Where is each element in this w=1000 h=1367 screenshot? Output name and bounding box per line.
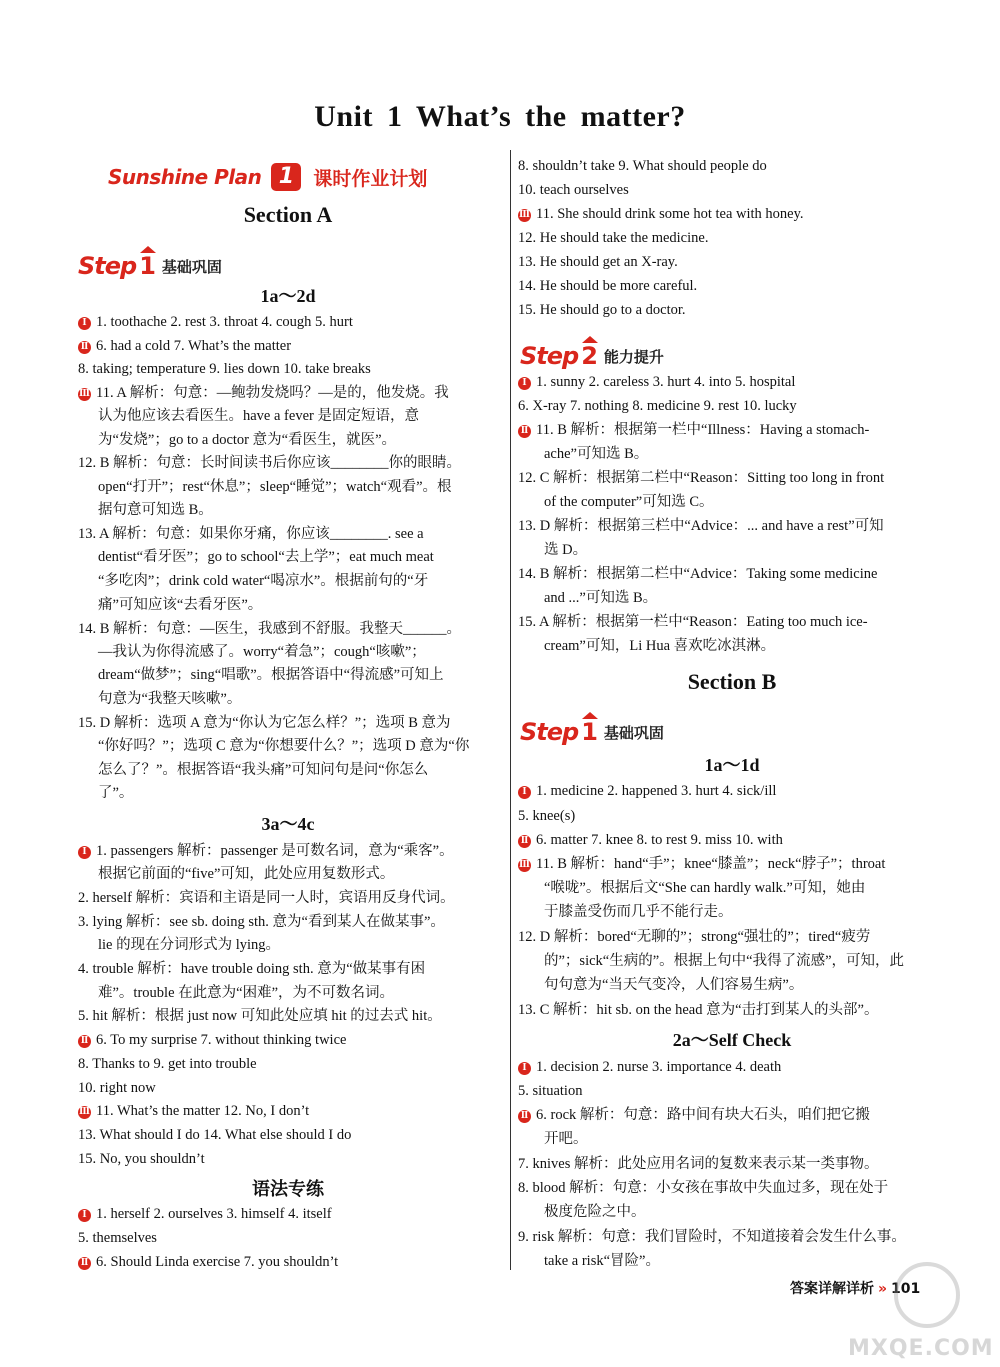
answer-line: 13. A 解析：句意：如果你牙痛，你应该________. see a — [78, 526, 424, 542]
answer-line: 5. situation — [518, 1083, 583, 1099]
answer-line: 12. C 解析：根据第二栏中“Reason：Sitting too long in front — [518, 470, 885, 486]
subsection-b-2a-self-check: 2a～Self Check — [672, 1030, 792, 1050]
answer-line: 12. D 解析：bored“无聊的”；strong“强壮的”；tired“疲劳 — [518, 929, 871, 945]
answer-line: 9. risk 解析：句意：我们冒险时，不知道接着会发生什么事。 — [518, 1229, 906, 1245]
answer-text: 6. To my surprise 7. without thinking twice — [96, 1032, 347, 1048]
answer-line: cream”可知，Li Hua 喜欢吃冰淇淋。 — [544, 638, 776, 654]
answer-text: 1. sunny 2. careless 3. hurt 4. into 5. hospital — [536, 374, 796, 390]
subsection-3a-4c: 3a～4c — [261, 814, 315, 834]
roman-i-icon: Ⅰ — [518, 1062, 531, 1075]
step-word: Step — [520, 342, 579, 370]
subsection-b-1a-1d: 1a～1d — [704, 755, 760, 775]
answer-line: 2. herself 解析：宾语和主语是同一人时，宾语用反身代词。 — [78, 890, 455, 906]
answer-text: 11. She should drink some hot tea with honey. — [536, 206, 804, 222]
answer-line — [518, 419, 869, 441]
answer-line: 的”；sick“生病的”。根据上句中“我得了流感”，可知，此 — [544, 953, 905, 969]
answer-line — [78, 1251, 338, 1273]
answer-line: dream“做梦”；sing“唱歌”。根据答语中“得流感”可知上 — [98, 667, 444, 683]
answer-line: 10. teach ourselves — [518, 182, 629, 198]
roman-i-icon: Ⅰ — [518, 377, 531, 390]
answer-line: 10. right now — [78, 1080, 156, 1096]
step-word: Step — [520, 718, 579, 746]
answer-line: lie 的现在分词形式为 lying。 — [98, 937, 281, 953]
answer-line — [518, 371, 795, 393]
answer-line: 12. B 解析：句意：长时间读书后你应该________你的眼睛。 — [78, 455, 462, 471]
step-word: Step — [78, 252, 137, 280]
subsection-grammar: 语法专练 — [252, 1179, 324, 1199]
answer-line: “你好吗？”；选项 C 意为“你想要什么？”；选项 D 意为“你 — [98, 738, 470, 754]
roman-iii-icon: Ⅲ — [79, 1107, 90, 1117]
step-number: 1 — [581, 718, 598, 746]
answer-text: 6. rock 解析：句意：路中间有块大石头，咱们把它搬 — [536, 1107, 870, 1123]
answer-line: 8. blood 解析：句意：小女孩在事故中失血过多，现在处于 — [518, 1180, 889, 1196]
step-2-badge — [520, 338, 664, 370]
answer-line — [518, 780, 776, 802]
answer-text: 1. medicine 2. happened 3. hurt 4. sick/ill — [536, 783, 777, 799]
answer-text: 11. A 解析：句意：—鲍勃发烧吗？—是的，他发烧。我 — [96, 385, 449, 401]
answer-line — [518, 1056, 781, 1078]
answer-line: 6. X-ray 7. nothing 8. medicine 9. rest 10. lucky — [518, 398, 797, 414]
answer-text: 1. herself 2. ourselves 3. himself 4. itself — [96, 1206, 332, 1222]
answer-line: 句句意为“当天气变冷，人们容易生病”。 — [544, 977, 804, 993]
step-label: 基础巩固 — [603, 724, 664, 742]
watermark-text: MXQE.COM — [848, 1336, 994, 1361]
step-1-badge-b — [520, 714, 664, 746]
answer-line: 为“发烧”；go to a doctor 意为“看医生，就医”。 — [98, 432, 396, 448]
answer-line — [518, 1104, 870, 1126]
roman-iii-icon: Ⅲ — [79, 389, 90, 399]
answer-line: 痛”可知应该“去看牙医”。 — [98, 597, 263, 613]
answer-line — [78, 1029, 346, 1051]
answer-line: 13. He should get an X-ray. — [518, 254, 678, 270]
roman-ii-icon: Ⅱ — [518, 835, 531, 848]
section-a-heading: Section A — [243, 202, 333, 227]
answer-line: 14. B 解析：句意：—医生，我感到不舒服。我整天______。 — [78, 621, 462, 637]
roman-iii-icon: Ⅲ — [519, 860, 530, 870]
answer-line: 15. No, you shouldn’t — [78, 1151, 205, 1167]
banner-plan-text: Sunshine Plan — [108, 165, 262, 189]
answer-text: 11. B 解析：根据第一栏中“Illness：Having a stomach- — [536, 422, 870, 438]
answer-text: 1. toothache 2. rest 3. throat 4. cough 5. hurt — [96, 314, 353, 330]
answer-line: 难”。trouble 在此意为“困难”，为不可数名词。 — [98, 985, 395, 1001]
answer-line: 15. D 解析：选项 A 意为“你认为它怎么样？”；选项 B 意为 — [78, 715, 451, 731]
column-divider — [510, 150, 511, 1270]
answer-line: of the computer”可知选 C。 — [544, 494, 714, 510]
roman-i-icon: Ⅰ — [518, 786, 531, 799]
answer-line: 14. B 解析：根据第二栏中“Advice：Taking some medicine — [518, 566, 878, 582]
step-1-badge-a — [78, 248, 222, 280]
section-b-heading: Section B — [687, 669, 777, 694]
roman-ii-icon: Ⅱ — [518, 1110, 531, 1123]
sunshine-plan-banner — [108, 162, 427, 192]
step-number: 1 — [139, 252, 156, 280]
answer-line: 8. taking; temperature 9. lies down 10. take breaks — [78, 361, 371, 377]
answer-line: 开吧。 — [544, 1131, 588, 1147]
subsection-1a-2d: 1a～2d — [260, 286, 316, 306]
page-footer — [790, 1278, 920, 1298]
step-label: 能力提升 — [603, 348, 664, 366]
answer-line: 5. knee(s) — [518, 808, 576, 824]
double-arrow-icon: » — [878, 1281, 888, 1297]
watermark-logo — [848, 1262, 994, 1361]
answer-line: 据句意可知选 B。 — [98, 502, 213, 518]
answer-line — [78, 1203, 332, 1225]
answer-line: 15. He should go to a doctor. — [518, 302, 686, 318]
answer-line: and ...”可知选 B。 — [544, 590, 658, 606]
answer-line: 选 D。 — [544, 542, 588, 558]
answer-line: 3. lying 解析：see sb. doing sth. 意为“看到某人在做某事”。 — [78, 914, 445, 930]
answer-line: 极度危险之中。 — [544, 1204, 646, 1220]
answer-line: open“打开”；rest“休息”；sleep“睡觉”；watch“观看”。根 — [98, 479, 452, 495]
answer-line: 13. What should I do 14. What else should I do — [78, 1127, 352, 1143]
answer-line: 怎么了？”。根据答语“我头痛”可知问句是问“你怎么 — [98, 762, 429, 778]
answer-line — [518, 829, 783, 851]
answer-line: dentist“看牙医”；go to school“去上学”；eat much meat — [98, 549, 434, 565]
answer-line: 14. He should be more careful. — [518, 278, 698, 294]
answer-line: 了”。 — [98, 785, 134, 801]
answer-text: 6. Should Linda exercise 7. you shouldn’t — [96, 1254, 339, 1270]
answer-line: 于膝盖受伤而几乎不能行走。 — [544, 904, 733, 920]
footer-label: 答案详解详析 — [790, 1281, 874, 1297]
answer-line: 15. A 解析：根据第一栏中“Reason：Eating too much ice- — [518, 614, 868, 630]
answer-text: 6. had a cold 7. What’s the matter — [96, 338, 292, 354]
answer-line: “多吃肉”；drink cold water“喝凉水”。根据前句的“牙 — [98, 573, 429, 589]
roman-ii-icon: Ⅱ — [78, 341, 91, 354]
answer-line — [518, 853, 885, 875]
answer-line: 12. He should take the medicine. — [518, 230, 709, 246]
answer-text: 1. passengers 解析：passenger 是可数名词，意为“乘客”。 — [96, 843, 454, 859]
roman-i-icon: Ⅰ — [78, 846, 91, 859]
answer-line: “喉咙”。根据后文“She can hardly walk.”可知，她由 — [544, 880, 866, 896]
roman-ii-icon: Ⅱ — [518, 425, 531, 438]
answer-line: 13. C 解析：hit sb. on the head 意为“击打到某人的头部”。 — [518, 1002, 879, 1018]
step-label: 基础巩固 — [161, 258, 222, 276]
answer-line — [78, 840, 454, 862]
answer-line: take a risk“冒险”。 — [544, 1253, 660, 1269]
answer-line: —我认为你得流感了。worry“着急”；cough“咳嗽”； — [98, 644, 426, 660]
answer-text: 11. B 解析：hand“手”；knee“膝盖”；neck“脖子”；throat — [536, 856, 886, 872]
answer-text: 6. matter 7. knee 8. to rest 9. miss 10. with — [536, 832, 783, 848]
answer-line: 8. shouldn’t take 9. What should people do — [518, 158, 767, 174]
page-number: 101 — [891, 1281, 921, 1297]
answer-line: 句意为“我整天咳嗽”。 — [98, 691, 242, 707]
roman-i-icon: Ⅰ — [78, 1209, 91, 1222]
answer-line: 根据它前面的“five”可知，此处应用复数形式。 — [98, 866, 395, 882]
answer-line: 5. hit 解析：根据 just now 可知此处应填 hit 的过去式 hit。 — [78, 1008, 442, 1024]
page-title: Unit 1 What’s the matter? — [314, 100, 686, 133]
roman-ii-icon: Ⅱ — [78, 1035, 91, 1048]
answer-line: 7. knives 解析：此处应用名词的复数来表示某一类事物。 — [518, 1156, 879, 1172]
answer-text: 1. decision 2. nurse 3. importance 4. death — [536, 1059, 782, 1075]
answer-line: ache”可知选 B。 — [544, 446, 649, 462]
answer-line — [78, 335, 291, 357]
roman-i-icon: Ⅰ — [78, 317, 91, 330]
answer-line — [78, 311, 353, 333]
answer-line: 4. trouble 解析：have trouble doing sth. 意为“做某事有困 — [78, 961, 426, 977]
answer-line: 8. Thanks to 9. get into trouble — [78, 1056, 257, 1072]
roman-iii-icon: Ⅲ — [519, 210, 530, 220]
answer-line — [518, 203, 804, 225]
banner-plan-number: 1 — [271, 163, 301, 191]
answer-line — [78, 1100, 309, 1122]
answer-line — [78, 382, 449, 404]
banner-plan-cn: 课时作业计划 — [313, 167, 428, 190]
step-number: 2 — [581, 342, 598, 370]
answer-line: 认为他应该去看医生。have a fever 是固定短语，意 — [98, 408, 419, 424]
answer-text: 11. What’s the matter 12. No, I don’t — [96, 1103, 310, 1119]
answer-line: 5. themselves — [78, 1230, 157, 1246]
roman-ii-icon: Ⅱ — [78, 1257, 91, 1270]
answer-line: 13. D 解析：根据第三栏中“Advice：... and have a rest”可知 — [518, 518, 884, 534]
